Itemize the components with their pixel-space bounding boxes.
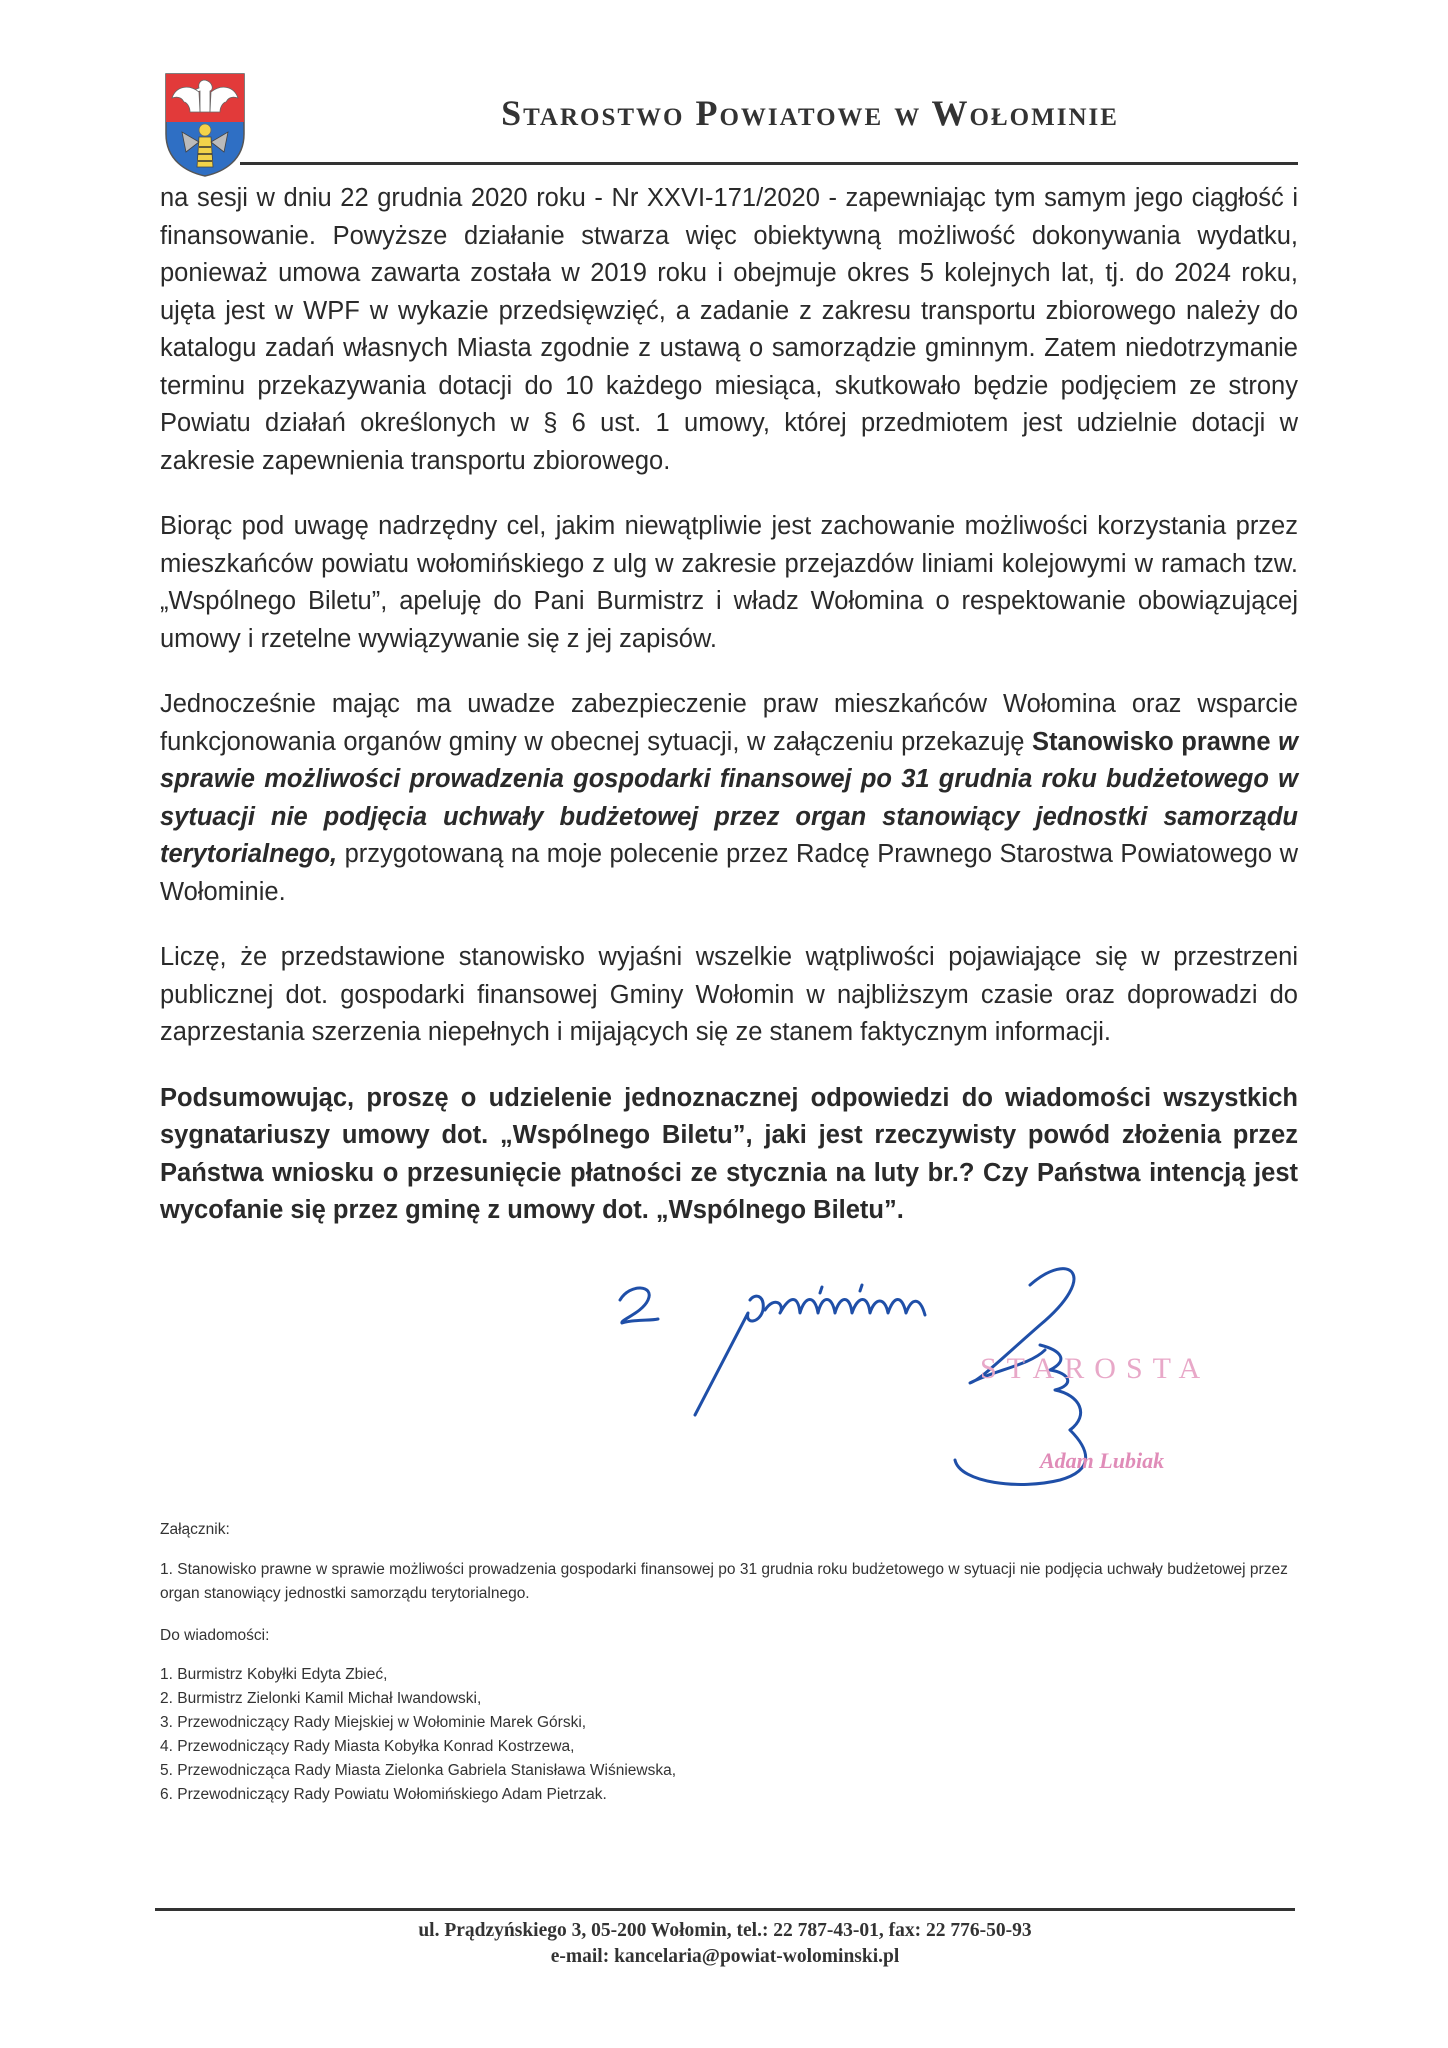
stamp-title: STAROSTA [980, 1352, 1211, 1385]
footer-divider [155, 1908, 1295, 1911]
footer-contact [155, 1918, 1295, 1970]
attachments-label: Załącznik: [160, 1521, 230, 1538]
paragraph-appeal: Biorąc pod uwagę nadrzędny cel, jakim niewątpliwie jest zachowanie możliwości korzystania przez mieszkańców powiatu wołomińskiego z ulg w zakresie przejazdów liniami kolejowymi w ramach tzw. „Wspólnego Biletu”, apeluję do Pani Burmistrz i władz Wołomina o respektowanie obowiązującej umowy i rzetelne wywiązywanie się z jej zapisów. [160, 512, 1298, 653]
paragraph-continuation: na sesji w dniu 22 grudnia 2020 roku - Nr XXVI-171/2020 - zapewniając tym samym jego ciągłość i finansowanie. Powyższe działanie stwarza więc obiektywną możliwość dokonywania wydatku, ponieważ umowa zawarta została w 2019 roku i obejmuje okres 5 kolejnych lat, tj. do 2024 roku, ujęta jest w WPF w wykazie przedsięwzięć, a zadanie z zakresu transportu zbiorowego należy do katalogu zadań własnych Miasta zgodnie z ustawą o samorządzie gminnym. Zatem niedotrzymanie terminu przekazywania dotacji do 10 każdego miesiąca, skutkowało będzie podjęciem ze strony Powiatu działań określonych w § 6 ust. 1 umowy, której przedmiotem jest udzielnie dotacji w zakresie zapewnienia transportu zbiorowego. [160, 184, 1298, 475]
cc-list-item: 1. Burmistrz Kobyłki Edyta Zbieć, [160, 1666, 388, 1683]
cc-list-item: 5. Przewodnicząca Rady Miasta Zielonka Gabriela Stanisława Wiśniewska, [160, 1762, 677, 1779]
paragraph-legal-opinion-outro: przygotowaną na moje polecenie przez Radcę Prawnego Starostwa Powiatowego w Wołominie. [160, 840, 1298, 906]
footer-email: e-mail: kancelaria@powiat-wolominski.pl [550, 1946, 900, 1967]
paragraph-legal-opinion-intro: Jednocześnie mając ma uwadze zabezpieczenie praw mieszkańców Wołomina oraz wsparcie funkcjonowania organów gminy w obecnej sytuacji, w załączeniu przekazuję [160, 690, 1298, 756]
coat-of-arms-icon [164, 72, 246, 177]
footer-address: ul. Prądzyńskiego 3, 05-200 Wołomin, tel.: 22 787-43-01, fax: 22 776-50-93 [418, 1920, 1032, 1941]
paragraph-expectation: Liczę, że przedstawione stanowisko wyjaśni wszelkie wątpliwości pojawiające się w przestrzeni publicznej dot. gospodarki finansowej Gminy Wołomin w najbliższym czasie oraz doprowadzi do zaprzestania szerzenia niepełnych i mijających się ze stanem faktycznym informacji. [160, 943, 1298, 1046]
paragraph-legal-opinion [160, 686, 1298, 911]
cc-list-item: 4. Przewodniczący Rady Miasta Kobyłka Konrad Kostrzewa, [160, 1738, 575, 1755]
cc-list-item: 3. Przewodniczący Rady Miejskiej w Wołominie Marek Górski, [160, 1714, 587, 1731]
cc-list-item: 6. Przewodniczący Rady Powiatu Wołomińskiego Adam Pietrzak. [160, 1786, 607, 1803]
stamp-name: Adam Lubiak [1040, 1448, 1165, 1473]
attachment-item: 1. Stanowisko prawne w sprawie możliwości prowadzenia gospodarki finansowej po 31 grudnia roku budżetowego w sytuacji nie podjęcia uchwały budżetowej przez organ stanowiący jednostki samorządu terytorialnego. [160, 1561, 1288, 1602]
legal-opinion-title-bold: Stanowisko prawne [1032, 727, 1279, 756]
header-divider [240, 162, 1298, 165]
cc-list [160, 1663, 1298, 1807]
letter-body [160, 180, 1298, 1258]
paragraph-summary-request: Podsumowując, proszę o udzielenie jednoznacznej odpowiedzi do wiadomości wszystkich sygnatariuszy umowy dot. „Wspólnego Biletu”, jaki jest rzeczywisty powód złożenia przez Państwa wniosku o przesunięcie płatności ze stycznia na luty br.? Czy Państwa intencją jest wycofanie się przez gminę z umowy dot. „Wspólnego Biletu”. [160, 1083, 1298, 1224]
legal-opinion-title-bold-italic: w sprawie możliwości prowadzenia gospodarki finansowej po 31 grudnia roku budżetowego w sytuacji nie podjęcia uchwały budżetowej przez organ stanowiący jednostki samorządu terytorialnego, [160, 727, 1298, 868]
cc-list-item: 2. Burmistrz Zielonki Kamil Michał Iwandowski, [160, 1690, 482, 1707]
org-name-header: Starostwo Powiatowe w Wołominie [501, 93, 1119, 133]
cc-label: Do wiadomości: [160, 1627, 270, 1644]
